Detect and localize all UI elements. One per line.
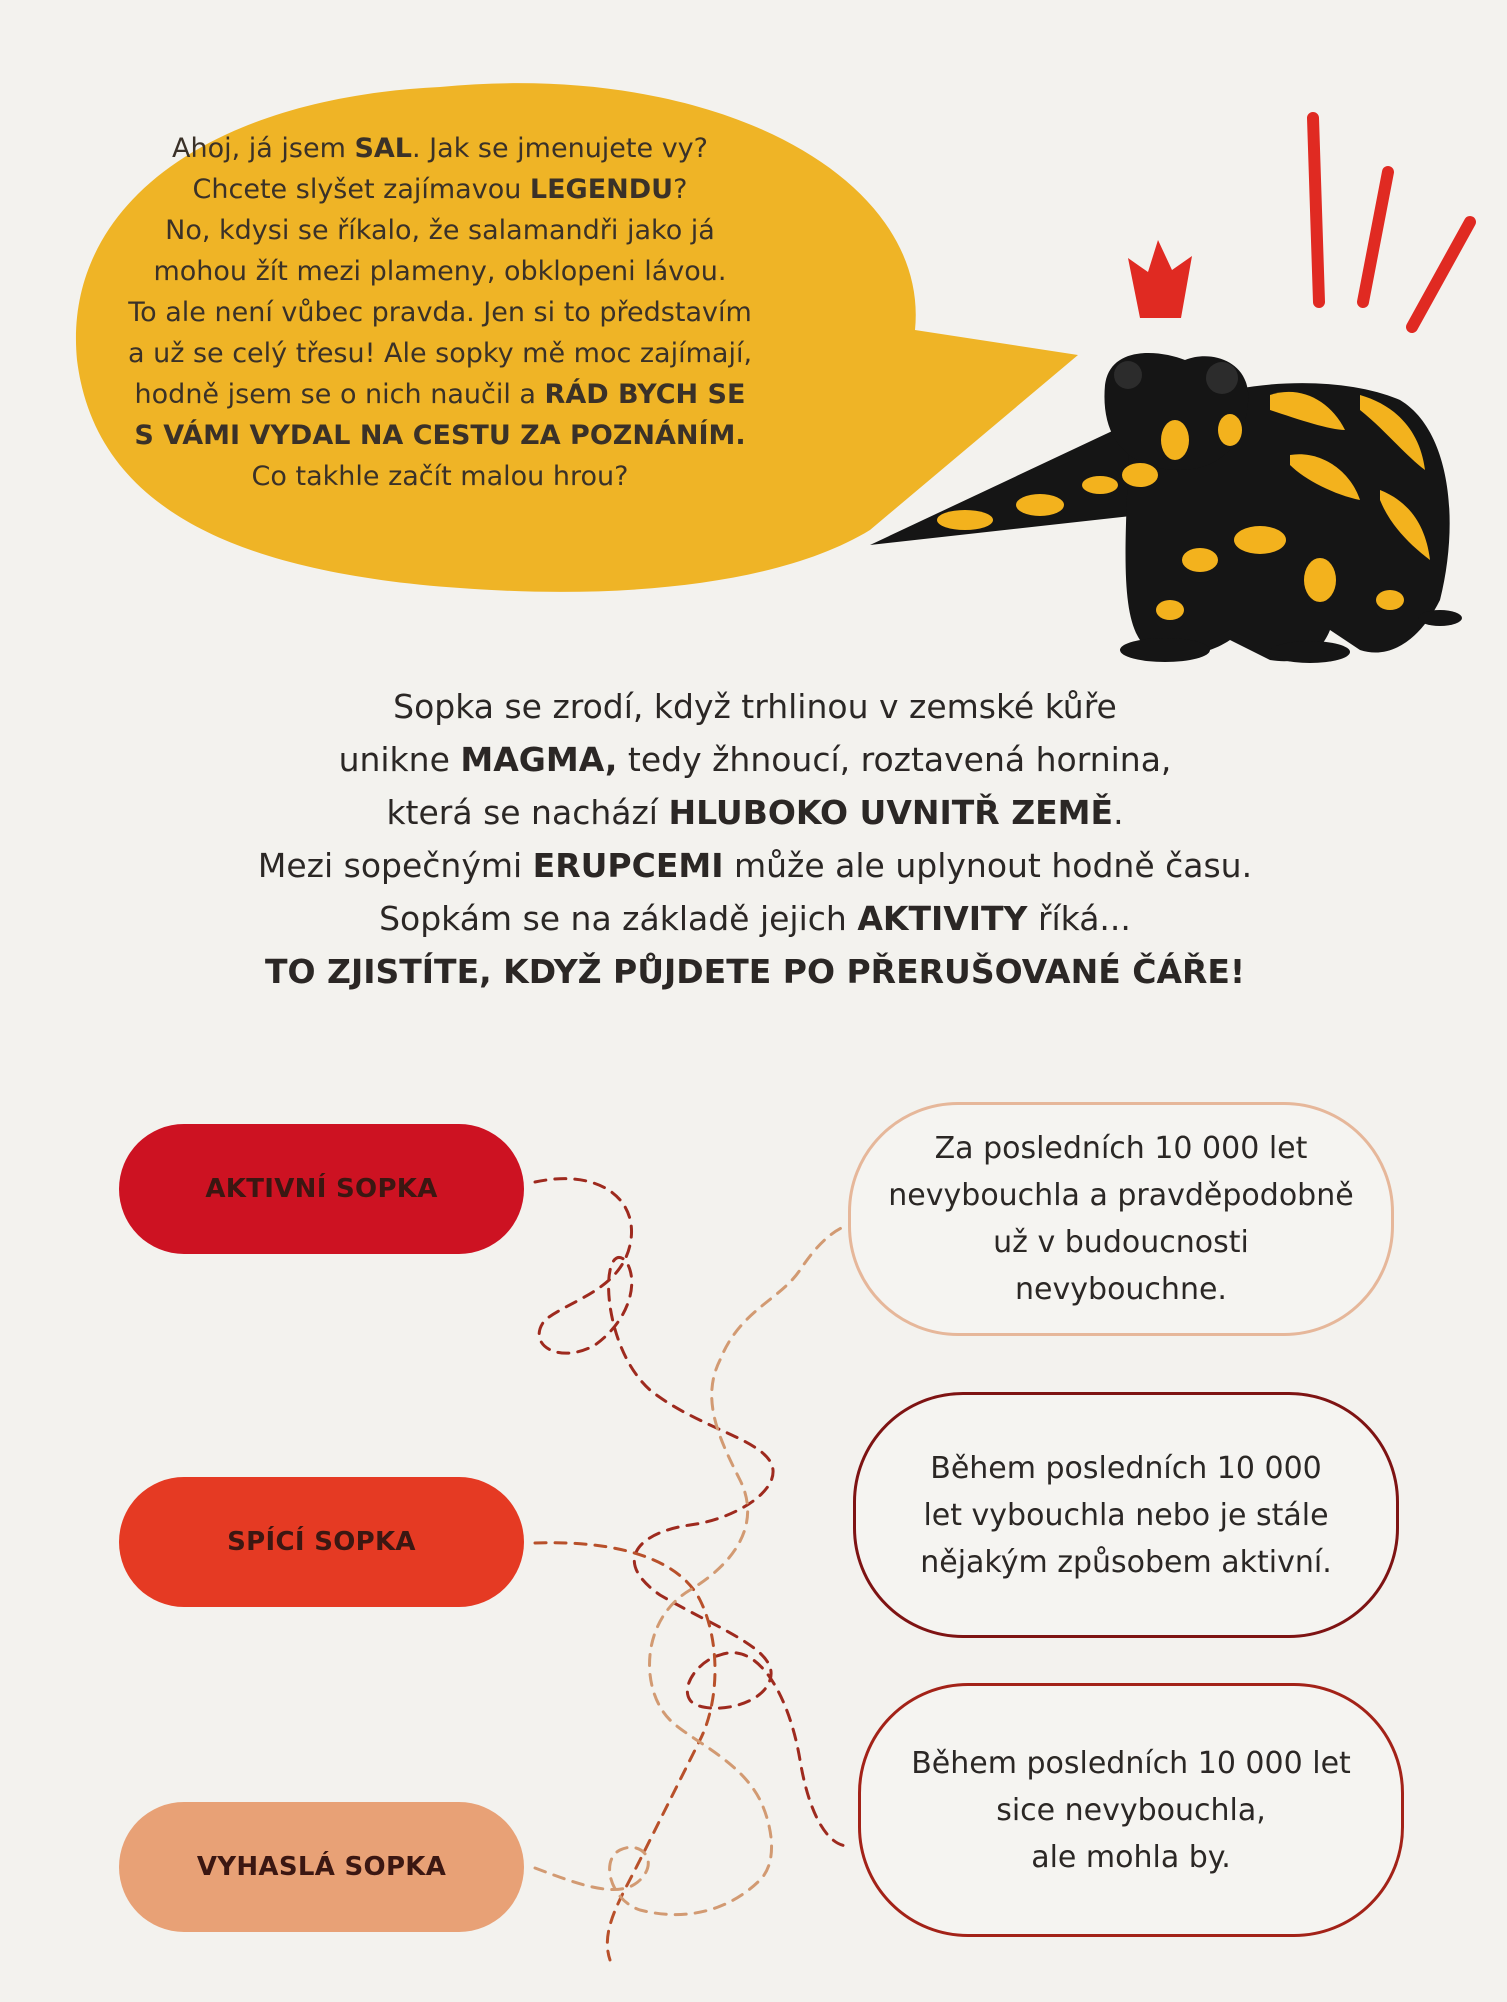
pill-dormant-volcano bbox=[119, 1477, 524, 1607]
dashed-path-extinct bbox=[535, 1225, 848, 1915]
intro-text: . bbox=[1113, 793, 1124, 832]
bubble-text: Co takhle začít malou hrou? bbox=[251, 461, 629, 492]
intro-text: HLUBOKO UVNITŘ ZEMĚ bbox=[668, 793, 1114, 832]
intro-text: říká... bbox=[1027, 899, 1131, 938]
description-2-line: Během posledních 10 000 bbox=[930, 1450, 1322, 1486]
bubble-text: Chcete slyšet zajímavou bbox=[192, 174, 530, 205]
bubble-text: To ale není vůbec pravda. Jen si to představím bbox=[128, 297, 752, 328]
description-1-line: Za posledních 10 000 let bbox=[934, 1131, 1308, 1166]
intro-text: unikne bbox=[338, 740, 461, 779]
bubble-text: LEGENDU bbox=[529, 174, 674, 205]
intro-text: AKTIVITY bbox=[857, 899, 1028, 938]
description-box-2 bbox=[853, 1392, 1399, 1638]
description-3-line: sice nevybouchla, bbox=[996, 1792, 1266, 1828]
bubble-text: hodně jsem se o nich naučil a bbox=[134, 379, 545, 410]
bubble-text: mohou žít mezi plameny, obklopeni lávou. bbox=[153, 256, 727, 287]
dashed-path-active bbox=[535, 1179, 848, 1846]
intro-text: tedy žhnoucí, roztavená hornina, bbox=[617, 740, 1172, 779]
pill-dormant-label: SPÍCÍ SOPKA bbox=[227, 1527, 416, 1557]
description-3-line: Během posledních 10 000 let bbox=[911, 1745, 1351, 1781]
bubble-text: SAL bbox=[354, 133, 413, 164]
pill-active-volcano bbox=[119, 1124, 524, 1254]
intro-text: Sopkám se na základě jejich bbox=[379, 899, 858, 938]
intro-text: která se nachází bbox=[386, 793, 669, 832]
bubble-text: RÁD BYCH SE bbox=[544, 379, 746, 410]
intro-text: může ale uplynout hodně času. bbox=[723, 846, 1253, 885]
description-1-line: nevybouchla a pravděpodobně bbox=[888, 1178, 1354, 1213]
intro-text: Mezi sopečnými bbox=[257, 846, 533, 885]
bubble-text: S VÁMI VYDAL NA CESTU ZA POZNÁNÍM. bbox=[134, 420, 746, 451]
intro-text: ERUPCEMI bbox=[532, 846, 724, 885]
bubble-text: Ahoj, já jsem bbox=[172, 133, 355, 164]
intro-text: TO ZJISTÍTE, KDYŽ PŮJDETE PO PŘERUŠOVANÉ ČÁŘE! bbox=[264, 952, 1246, 991]
description-2-line: let vybouchla nebo je stále bbox=[923, 1497, 1329, 1533]
description-1-line: nevybouchne. bbox=[1015, 1272, 1227, 1307]
pill-active-label: AKTIVNÍ SOPKA bbox=[205, 1174, 438, 1204]
description-box-3 bbox=[858, 1683, 1404, 1937]
bubble-text: a už se celý třesu! Ale sopky mě moc zajímají, bbox=[127, 338, 753, 369]
description-1-line: už v budoucnosti bbox=[993, 1225, 1249, 1260]
pill-extinct-label: VYHASLÁ SOPKA bbox=[196, 1852, 447, 1882]
bubble-text: . Jak se jmenujete vy? bbox=[412, 133, 708, 164]
description-3-line: ale mohla by. bbox=[1031, 1839, 1231, 1875]
description-box-1 bbox=[848, 1102, 1394, 1336]
intro-text: Sopka se zrodí, když trhlinou v zemské kůře bbox=[393, 687, 1117, 726]
dashed-path-dormant bbox=[535, 1543, 715, 1960]
intro-text: MAGMA, bbox=[460, 740, 618, 779]
description-2-line: nějakým způsobem aktivní. bbox=[920, 1544, 1332, 1580]
bubble-text: No, kdysi se říkalo, že salamandři jako já bbox=[165, 215, 715, 246]
bubble-text: ? bbox=[673, 174, 688, 205]
pill-extinct-volcano bbox=[119, 1802, 524, 1932]
